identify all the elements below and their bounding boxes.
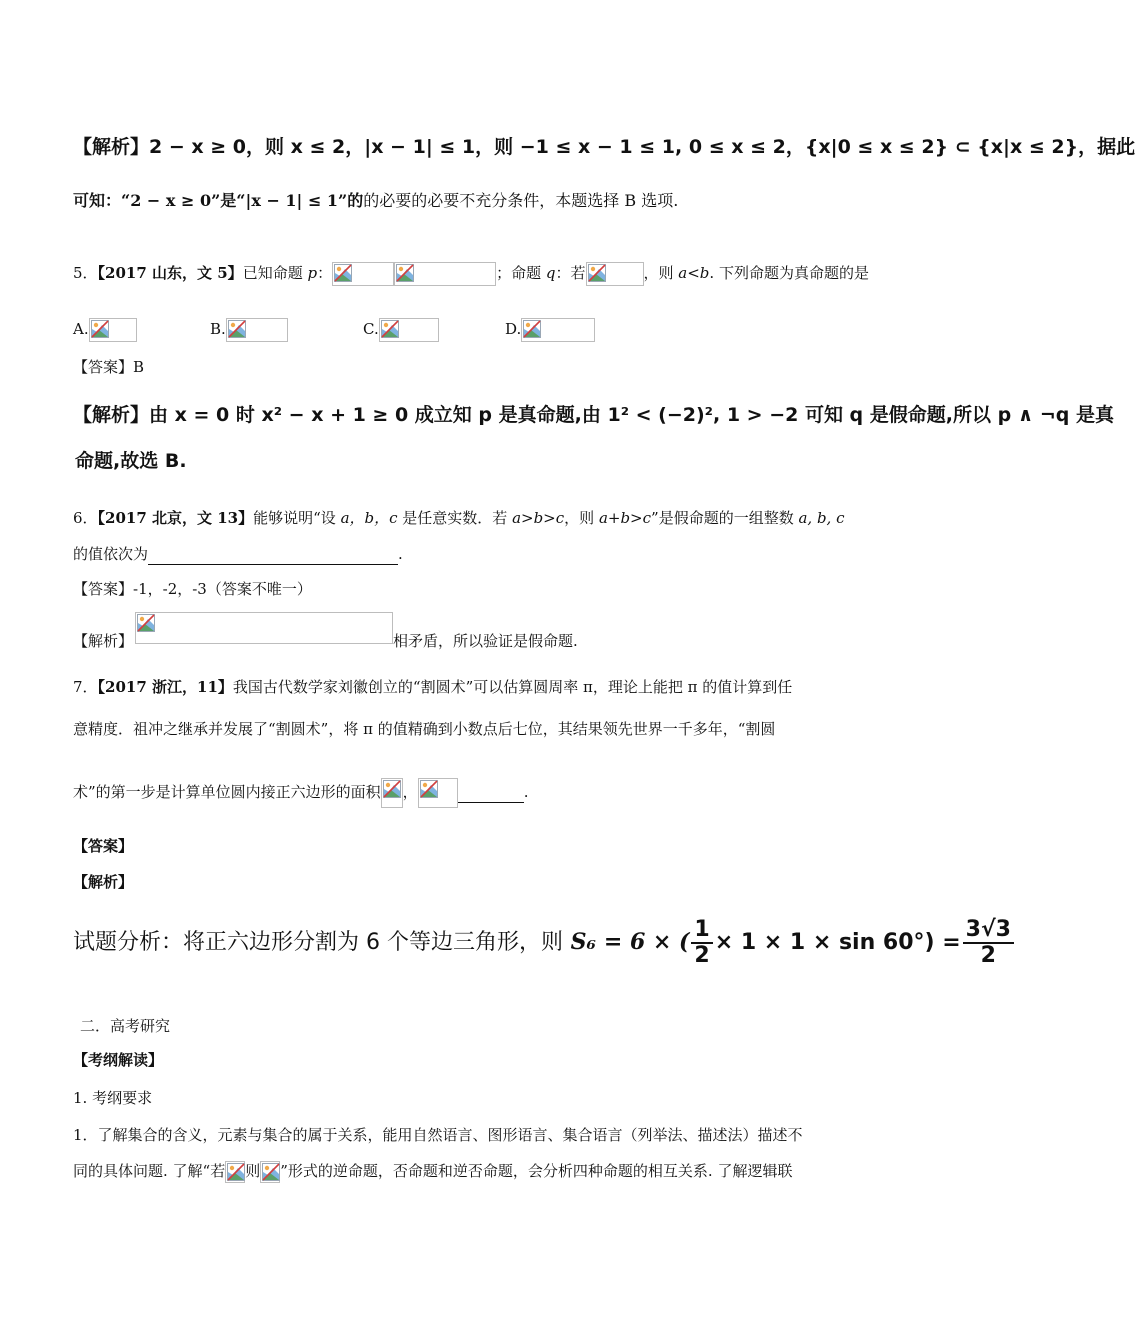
q5-p: p [307,264,318,282]
broken-image-icon [227,1163,245,1181]
q5-option-b-image [226,318,288,342]
req-title-text: 1. 考纲要求 [73,1089,153,1107]
q5-option-d-label: D. [505,320,522,338]
q6-stem [73,508,845,528]
q6-analysis-label: 【解析】 [73,632,134,650]
q6-vars2: a, b, c [798,509,845,527]
q7-number: 7． [73,678,98,696]
q5-option-a [73,318,137,342]
q5-text: ：若 [555,264,586,282]
q7-image-1 [381,778,403,808]
q5-text: 已知命题 [242,264,308,282]
q7-frac-half-den: 2 [694,943,710,968]
q7-frac-half [691,918,712,968]
q5-option-b-label: B. [210,320,226,338]
q5-option-d-image [521,318,595,342]
broken-image-icon [262,1163,280,1181]
broken-image-icon [588,264,606,282]
section2-title [80,1016,170,1036]
q5-p-image [332,262,394,286]
broken-image-icon [334,264,352,282]
q6-text: ”是假命题的一组整数 [651,509,799,527]
q5-option-d [505,318,595,342]
q6-analysis-image [135,612,393,644]
q5-option-a-label: A. [73,320,89,338]
req-line1 [73,1125,803,1145]
q7-answer-blank [458,782,524,803]
q6-vars: a，b，c [340,509,398,527]
q5-option-c-image [379,318,439,342]
q5-analysis-text: 【解析】由 x = 0 时 x² − x + 1 ≥ 0 成立知 p 是真命题,由 1² < (−2)², 1 > −2 可知 q 是假命题,所以 p ∧ ¬q 是真 [73,404,1115,426]
q7-stem-line2 [73,719,775,739]
q4-analysis-line1 [73,134,1135,160]
q5-answer [73,357,144,377]
q5-stem [73,262,869,286]
q7-line3-end: . [523,783,529,801]
q4-analysis-line2 [73,190,678,212]
q7-analysis-formula [73,918,1016,968]
q4-analysis-tail: ，据此 [1078,136,1135,158]
req-line2 [73,1161,792,1183]
q4-analysis-label: 【解析】 [73,136,150,158]
q5-number: 5． [73,264,98,282]
q6-cond2: a+b>c [598,509,652,527]
q6-answer-blank [148,544,398,565]
q6-text: 是任意实数．若 [397,509,513,527]
broken-image-icon [523,320,541,338]
q4-analysis-math: 2 − x ≥ 0，则 x ≤ 2，|x − 1| ≤ 1，则 −1 ≤ x − 1 ≤ 1, 0 ≤ x ≤ 2，{x|0 ≤ x ≤ 2} ⊂ {x|x ≤ 2} [149,136,1079,158]
q5-answer-value: B [133,358,145,376]
q5-text: ： [317,264,333,282]
req-line1-text: 1．了解集合的含义，元素与集合的属于关系，能用自然语言、图形语言、集合语言（列举法、描述法）描述不 [73,1126,803,1144]
q7-line1-text: 我国古代数学家刘徽创立的“割圆术”可以估算圆周率 π，理论上能把 π 的值计算到任 [232,678,793,696]
q5-a-lt-b: a<b [678,264,710,282]
outline-heading-text: 【考纲解读】 [73,1051,164,1069]
req-line2-c: ”形式的逆命题，否命题和逆否命题，会分析四种命题的相互关系. 了解逻辑联 [280,1162,793,1180]
q6-analysis-tail: 相矛盾，所以验证是假命题. [393,632,578,650]
q5-text: ；命题 [496,264,546,282]
q7-formula-mid: × 1 × 1 × sin 60°) = [714,930,961,955]
q5-text: ，则 [643,264,679,282]
broken-image-icon [383,780,401,798]
q6-text: ，则 [564,509,599,527]
q7-frac-half-num: 1 [691,918,712,944]
q5-option-b [210,318,288,342]
broken-image-icon [381,320,399,338]
q6-line2-end: . [398,545,403,563]
req-line2-a: 同的具体问题. 了解“若 [73,1162,226,1180]
q5-p-image-2 [394,262,496,286]
q7-stem-line1 [73,677,792,697]
q6-line2-text: 的值依次为 [73,545,149,563]
q5-text: . 下列命题为真命题的是 [709,264,869,282]
q6-answer-label: 【答案】 [73,580,134,598]
req-image-q [260,1161,280,1183]
q6-answer-value: -1，-2，-3（答案不唯一） [133,580,312,598]
q6-answer [73,579,312,599]
broken-image-icon [228,320,246,338]
q4-analysis-conclusion-b: 的必要的必要不充分条件，本题选择 B 选项. [363,191,679,210]
q5-answer-label: 【答案】 [73,358,134,376]
req-image-p [225,1161,245,1183]
q7-line3-text: 术”的第一步是计算单位圆内接正六边形的面积 [73,783,381,801]
q5-q: q [545,264,556,282]
broken-image-icon [396,264,414,282]
q5-analysis-line1 [73,402,1114,428]
req-title [73,1088,152,1108]
q5-q-image [586,262,644,286]
q7-formula-lhs: S₆ = 6 × ( [570,929,690,955]
q7-source: 【2017 浙江，11】 [97,678,233,696]
q5-option-c [363,318,439,342]
q7-stem-line3 [73,778,528,808]
q6-stem-line2 [73,544,403,565]
q6-analysis [73,612,578,650]
q5-option-a-image [89,318,137,342]
outline-heading [73,1050,163,1070]
q7-analysis-text: 试题分析：将正六边形分割为 6 个等边三角形，则 [73,930,563,955]
q5-analysis-text-2: 命题,故选 B. [75,450,187,472]
q6-number: 6． [73,509,98,527]
q7-analysis [73,872,133,892]
q7-frac-result-num: 3√3 [963,918,1014,944]
q7-analysis-label: 【解析】 [73,873,134,891]
q5-analysis-line2 [75,448,187,474]
q7-image-2 [418,778,458,808]
broken-image-icon [91,320,109,338]
q7-line2-text: 意精度．祖冲之继承并发展了“割圆术”，将 π 的值精确到小数点后七位，其结果领先世界一千多年，“割圆 [73,720,776,738]
section2-title-text: 二．高考研究 [80,1017,171,1035]
req-line2-b: 则 [245,1162,261,1180]
q7-answer-label: 【答案】 [73,837,134,855]
q7-line3-comma: ， [402,783,418,801]
q4-analysis-conclusion-a: 可知：“2 − x ≥ 0”是“|x − 1| ≤ 1”的 [73,191,364,210]
q7-answer [73,836,133,856]
q6-source: 【2017 北京，文 13】 [97,509,254,527]
broken-image-icon [137,614,155,632]
q5-option-c-label: C. [363,320,379,338]
q5-source: 【2017 山东，文 5】 [97,264,243,282]
q7-frac-result-den: 2 [980,943,996,968]
q6-text: 能够说明“设 [253,509,341,527]
q6-cond1: a>b>c [512,509,565,527]
q7-frac-result [963,918,1014,968]
broken-image-icon [420,780,438,798]
